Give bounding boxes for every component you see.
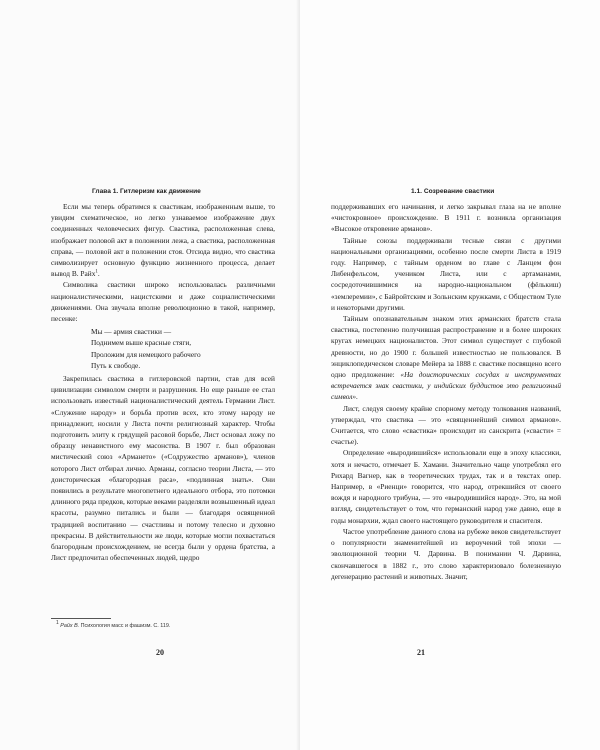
paragraph: Определение «выродившийся» использовали еще в эпоху классики, хотя и нечасто, отмечает Б. Хамани. Значительно чаще употреблял его Рихард Вагнер, как в теоретических трудах, так и в текстах опер. Например, в «Риенци» говорится, что народ, отрекшийся от своего вождя и народного трибуна, — это «выродившийся народ». Это, на мой взгляд, свидетельствует о том, что германский народ уже давно, еще в годы монархии, ждал своего настоящего руководителя и спасителя. <box>331 448 561 525</box>
verse-line: Проложим для немецкого рабочего <box>91 349 201 359</box>
right-page <box>300 0 600 750</box>
left-running-head: Глава 1. Гитлеризм как движение <box>92 188 201 195</box>
paragraph: Частое употребление данного слова на рубеже веков свидетельствует о популярности знаменитейшей из вероучений той эпохи — эволюционной теории Ч. Дарвина. В понимании Ч. Дарвина, скончавшегося в 1882 г., это слово характеризовало болезненную дегенерацию растений и животных. Значит, <box>331 526 561 581</box>
footnote-marker: 1 <box>95 269 98 275</box>
paragraph: Закрепилась свастика в гитлеровской партии, став для всей цивилизации символом смерти и разрушения. Но еще раньше ее стал использовать известный националистический деятель Германии Лист. «Служение народу» и борьба против всех, кто этому народу не принадлежит, носили у Листа почти религиозный характер. Чтобы подготовить элиту к грядущей расовой борьбе, Лист основал ложу по образцу ненавистного ему масонства. В 1907 г. был образован мистический союз «Армането» («Содружество арманов»), членов которого Лист отбирал лично. Арманы, согласно теории Листа, — это доисторическая «благородная раса», «подлинная знать». Они появились в результате многопетнего идеального отбора, это потомки длинного ряда предков, которые веками разделяли возвышенный идеал красоты, разумно питались и были — благодаря освященной традицией воспитанию — счастливы и потому телесно и духовно прекрасны. В действительности же люди, которые могли похвастаться благородным происхождением, не всегда были у ордена братства, а Лист предпочитал обеспеченных людей, щедро <box>51 374 275 563</box>
verse-line: Мы — армия свастики — <box>91 327 172 337</box>
right-page-body <box>331 201 561 582</box>
verse-line: Путь к свободе. <box>91 360 141 370</box>
footnote-text: Психология масс и фашизм. С. 119. <box>79 623 171 629</box>
paragraph: Тайным опознавательным знаком этих арманских братств стала свастика, постепенно получившая распространение и в более широких кругах немецких националистов. Этот символ существует с глубокой древности, но до 1900 г. большей известностью не пользовался. В энциклопедическом словаре Мейера за 1888 г. свастике посвящено всего одно предложение: «На доисторических сосудах и инструментах встречается знак свастики, у индийских буддистов это религиозный символ». <box>331 314 561 402</box>
footnote-author: Райх В. <box>60 623 80 629</box>
paragraph: Если мы теперь обратимся к свастикам, изображенным выше, то увидим схематическое, но легко узнаваемое изображение двух соединенных человеческих фигур. Свастика, расположенная слева, изображает половой акт в положении лежа, а свастика, расположенная справа, — половой акт в положении стоя. Отсюда видно, что свастика символизирует основную функцию жизненного процесса, делает вывод В. Райх$^1$. <box>51 202 275 279</box>
right-running-head: 1.1. Созревание свастики <box>411 188 495 195</box>
paragraph: Лист, следуя своему крайне спорному методу толкования названий, утверждал, что свастика — это «священнейший символ арманов». Считается, что слово «свастика» происходит из санскрита («свасти» = счастье). <box>331 403 561 447</box>
verse-line: Поднимем выше красные стяги, <box>91 338 192 348</box>
encyclopedia-quote: «На доисторических сосудах и инструментах встречается знак свастики, у индийских буддистов это религиозный символ». <box>331 370 561 402</box>
page-number-left: 20 <box>156 648 164 657</box>
footnote-number: 1 <box>56 620 59 627</box>
footnote-divider <box>51 618 111 619</box>
paragraph: Символика свастики широко использовалась различными националистическими, нацистскими и даже социалистическими движениями. Она звучала вполне революционно в такой, например, песенке: <box>51 280 275 324</box>
page-number-right: 21 <box>417 648 425 657</box>
paragraph: Тайные союзы поддерживали тесные связи с другими национальными организациями, особенно после смерти Листа в 1919 году. Например, с тайным орденом во главе с Ланцем фон Либенфельсом, учеником Листа, или с артаманами, сосредоточившимися на народно-национальном (фёлькиш) «землеремии», с Байройтским и Зольнским кружками, с Обществом Туле и некоторыми другими. <box>331 235 561 312</box>
footnote <box>56 620 171 629</box>
left-page-body <box>51 201 275 564</box>
paragraph: поддерживавших его начинания, и легко закрывал глаза на не вполне «чистокровное» происхождение. В 1911 г. возникла организация «Высокое откровение арманов». <box>331 202 561 234</box>
song-verse <box>91 326 275 371</box>
